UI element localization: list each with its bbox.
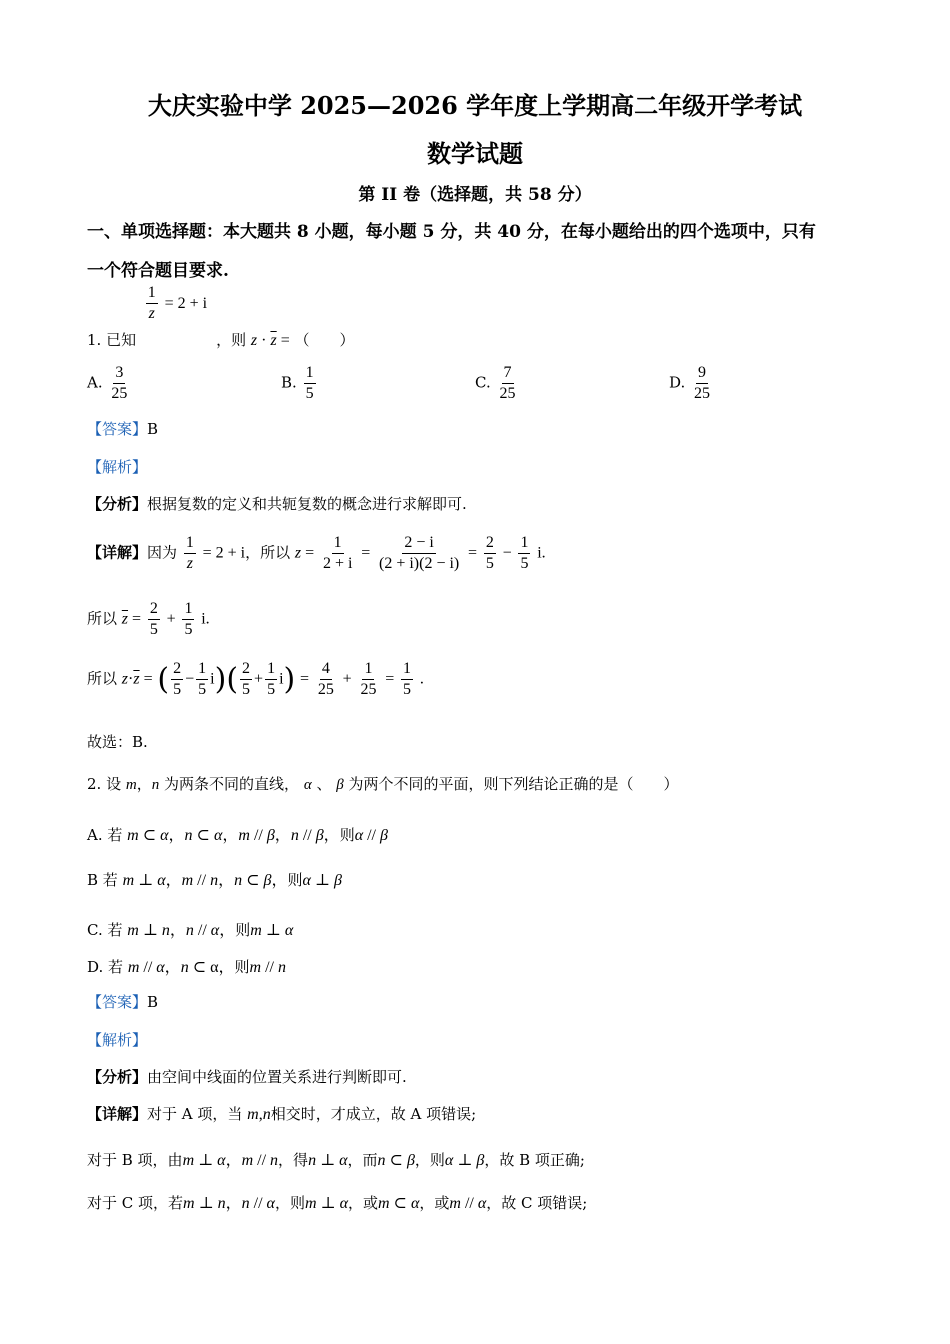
q2-option-a[interactable]: A. 若 m ⊂ α，n ⊂ α，m // β，n // β，则α // β	[87, 826, 388, 844]
q1-stem-text: 1. 已知 ，则 $z \cdot \overline{z}$ = （ ）	[87, 331, 355, 349]
q1-conclusion: 故选：B.	[87, 733, 148, 751]
exam-title: 大庆实验中学 2025—2026 学年度上学期高二年级开学考试	[147, 91, 803, 120]
q1-analysis-head: 【解析】	[87, 458, 148, 476]
q2-analysis: 【分析】由空间中线面的位置关系进行判断即可.	[87, 1068, 407, 1086]
q1-product: 所以 $z\cdot\overline{z}$ = ( $\frac{2}{5}$ − $\frac{1}{5}$ i)( $\frac{2}{5}$ + $\frac{1}{5}$ i) = $\frac{4}{25}$ + $\frac{1}{25}$ = $\frac{1}{5}$ .	[87, 660, 424, 698]
q2-option-b[interactable]: B 若 m ⊥ α，m // n，n ⊂ β，则α ⊥ β	[87, 871, 342, 889]
q1-conj: 所以 $\overline{z}$ = $\frac{2}{5}$ + $\frac{1}{5}$ i.	[87, 600, 210, 638]
q2-answer: 【答案】B	[87, 993, 159, 1011]
q1-option-a[interactable]: A. $\frac{3}{25}$	[87, 364, 128, 402]
q2-detail-b: 对于 B 项，由m ⊥ α，m // n，得n ⊥ α，而n ⊂ β，则α ⊥ β，故 B 项正确;	[87, 1151, 585, 1169]
q1-option-d[interactable]: D. $\frac{9}{25}$	[669, 364, 711, 402]
section-heading-line2: 一个符合题目要求.	[87, 261, 229, 281]
q2-analysis-head: 【解析】	[87, 1031, 148, 1049]
q1-stem: $\frac{1}{z}$ = 2 + i	[147, 284, 208, 322]
q1-option-b[interactable]: B. $\frac{1}{5}$	[281, 364, 314, 402]
section-heading-line1: 一、单项选择题：本大题共 8 小题，每小题 5 分，共 40 分，在每小题给出的四个选项中，只有	[87, 222, 816, 242]
q2-detail-a: 【详解】对于 A 项，当 m,n相交时，才成立，故 A 项错误;	[87, 1105, 477, 1123]
q2-detail-c: 对于 C 项，若m ⊥ n，n // α，则m ⊥ α，或m ⊂ α，或m // α，故 C 项错误;	[87, 1194, 588, 1212]
subject-title: 数学试题	[427, 139, 523, 168]
q2-option-d[interactable]: D. 若 m // α，n ⊂ α，则m // n	[87, 958, 286, 976]
volume-title: 第 II 卷（选择题，共 58 分）	[358, 185, 592, 205]
q1-analysis: 【分析】根据复数的定义和共轭复数的概念进行求解即可.	[87, 495, 467, 513]
q1-option-c[interactable]: C. $\frac{7}{25}$	[475, 364, 516, 402]
q2-stem: 2. 设 m，n 为两条不同的直线， α 、 β 为两个不同的平面，则下列结论正确的是（ ）	[87, 775, 679, 793]
q1-answer: 【答案】B	[87, 420, 159, 438]
q2-option-c[interactable]: C. 若 m ⊥ n，n // α，则m ⊥ α	[87, 921, 294, 939]
q1-detail: 【详解】因为 $\frac{1}{z}$ = 2 + i，所以 z = $\frac{1}{2 + i}$ = $\frac{2 - i}{(2 + i)(2 - i)}$ = $\frac{2}{5}$ − $\frac{1}{5}$ i.	[87, 534, 546, 572]
